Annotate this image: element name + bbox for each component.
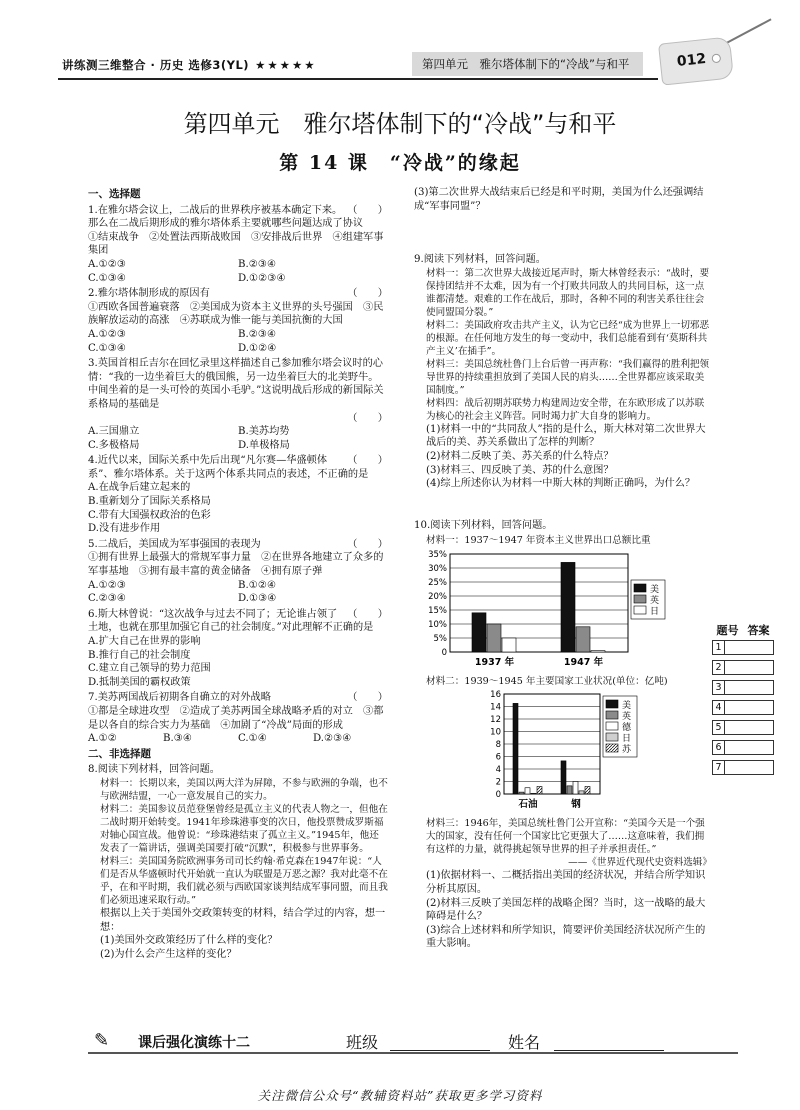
y-tick-label: 16 [490,690,501,701]
option-b: B.推行自己的社会制度 [88,649,191,661]
legend-label: 苏 [622,745,632,756]
answer-header-answer: 答案 [747,624,770,637]
legend-swatch-苏 [606,744,618,752]
y-tick-label: 5% [433,633,447,644]
question-prompt: 根据以上关于美国外交政策转变的材料，结合学过的内容，想一想： [100,907,386,933]
answer-number: 1 [712,640,725,655]
option-a: A.①②③ [88,328,126,340]
option-d: D.抵制美国的霸权政策 [88,676,191,688]
y-tick-label: 4 [495,765,501,776]
y-tick-label: 30% [428,563,447,574]
answer-paren: （ ） [347,204,388,216]
y-tick-label: 12 [490,715,501,726]
sub-question-3: (3)综合上述材料和所学知识，简要评价美国经济状况所产生的重大影响。 [426,924,706,950]
option-d: D.没有进步作用 [88,523,161,535]
legend-swatch-美 [634,584,646,592]
question-stem: 1.在雅尔塔会议上，二战后的世界秩序被基本确定下来。那么在二战后期形成的雅尔塔体系主要就哪些问题达成了协议 [88,204,364,230]
question-stem: 5.二战后，美国成为军事强国的表现为 [88,538,261,550]
option-b: B.②③④ [238,258,277,270]
unit-chip: 第四单元 雅尔塔体制下的“冷战”与和平 [412,52,643,76]
answer-paren: （ ） [347,412,388,424]
sub-question-1: (1)美国外交政策经历了什么样的变化？ [100,935,278,947]
pen-icon: ✎ [94,1030,110,1051]
footer-rule [88,1052,738,1060]
question-10 [414,519,712,951]
answer-row [712,640,774,657]
answer-paren: （ ） [347,455,388,467]
y-tick-label: 10% [428,619,447,630]
legend-swatch-美 [606,700,618,708]
answer-row [712,760,774,777]
y-tick-label: 0 [495,790,501,801]
material-source: ——《世界近代现代史资料选辑》 [568,856,712,868]
option-a: A.①②③ [88,258,126,270]
legend-swatch-德 [606,722,618,730]
exercise-title: 课后强化演练十二 [138,1035,250,1051]
sub-question-3: (3)第二次世界大战结束后已经是和平时期，美国为什么还强调结成“军事同盟”？ [414,187,704,212]
answer-paren: （ ） [347,692,388,704]
x-tick-label: 钢 [571,799,581,811]
option-b: B.②③④ [238,328,277,340]
bar-美-1937 年 [472,613,486,652]
option-c: C.建立自己领导的势力范围 [88,663,211,675]
material-1: 材料一：第二次世界大战接近尾声时，斯大林曾经表示：“战时，要保持团结并不太难，因为有一个打败共同敌人的共同目标，这一点谁都清楚。艰难的工作在战后，那时，各种不同的利害关系往往会使同盟国分裂。” [426,267,710,318]
y-tick-label: 15% [428,605,447,616]
question-6 [88,608,388,690]
question-items: ①西欧各国普遍衰落 ②美国成为资本主义世界的头号强国 ③民族解放运动的高涨 ④苏联成为惟一能与美国抗衡的大国 [88,301,384,327]
bar-德-石油 [525,788,530,794]
bar-苏-钢 [585,787,590,795]
answer-paren: （ ） [347,288,388,300]
answer-row [712,660,774,677]
y-tick-label: 35% [428,549,447,560]
option-a: A.①② [88,733,117,745]
question-stem: 2.雅尔塔体制形成的原因有 [88,288,210,300]
x-tick-label: 石油 [518,799,538,811]
bar-美-钢 [561,761,566,794]
legend-label: 美 [650,584,660,595]
option-d: D.②③④ [313,733,352,745]
material-4: 材料四：战后初期苏联势力构建周边安全带，在东欧形成了以苏联为核心的社会主义阵营。同时竭力扩大自身的影响力。 [426,397,705,422]
answer-box[interactable] [725,740,774,755]
answer-number: 7 [712,760,725,775]
answer-number: 6 [712,740,725,755]
answer-row [712,740,774,757]
option-c: C.①③④ [88,342,127,354]
question-stem: 6.斯大林曾说：“这次战争与过去不同了；无论谁占领了土地，也就在那里加强它自己的社会制度。”对此理解不正确的是 [88,608,374,634]
y-tick-label: 0 [441,647,447,658]
answer-box[interactable] [725,720,774,735]
bar-日-1937 年 [502,638,516,652]
answer-number: 4 [712,700,725,715]
page-number-tag [658,36,734,85]
material-2: 材料二：美国参议员范登堡曾经是孤立主义的代表人物之一，但他在二战时期开始转变。1941年珍珠港事变的次日，他投票赞成罗斯福对轴心国宣战。他曾说：“珍珠港结束了孤立主义。”1945年，他还发表了一篇讲话，强调美国要打破“沉默”，积极参与世界事务。 [100,803,388,854]
lesson-title: 第 14 课 “冷战”的缘起 [279,152,521,174]
legend-swatch-日 [606,733,618,741]
legend-label: 日 [622,734,632,745]
y-tick-label: 2 [495,777,501,788]
answer-number: 3 [712,680,725,695]
question-items: ①都是全球进攻型 ②造成了美苏两国全球战略矛盾的对立 ③都是以各自的综合实力为基础 ④加剧了“冷战”局面的形成 [88,705,384,731]
sub-question-3: (3)材料三、四反映了美、苏的什么意图？ [426,464,614,476]
bar-美-石油 [513,704,518,795]
y-tick-label: 6 [495,752,501,763]
option-c: C.②③④ [88,593,127,605]
answer-row [712,700,774,717]
class-field[interactable] [390,1050,490,1051]
x-tick-label: 1937 年 [474,656,515,668]
option-a: A.在战争后建立起来的 [88,482,191,494]
rating-stars: ★★★★★ [255,58,317,72]
material-2: 材料二：美国政府攻击共产主义，认为它已经“成为世界上一切邪恶的根源。在任何地方发生的每一变动中，我们总能看到有‘莫斯科共产主义’在插手”。 [426,319,710,357]
material-1: 材料一：长期以来，美国以两大洋为屏障，不参与欧洲的争端，也不与欧洲结盟，一心一意发展自己的实力。 [100,777,388,802]
answer-box[interactable] [725,660,774,675]
question-7 [88,691,388,745]
footer-band [88,1024,738,1064]
question-8 [88,763,388,961]
name-field[interactable] [554,1050,664,1051]
unit-title: 第四单元 雅尔塔体制下的“冷战”与和平 [183,110,617,138]
material-3: 材料三：1946年，美国总统杜鲁门公开宣称：“美国今天是一个强大的国家，没有任何一个国家比它更强大了……这意味着，我们拥有这样的力量，就得挑起领导世界的担子并承担责任。” [426,817,705,855]
question-stem: 10.阅读下列材料，回答问题。 [414,519,553,531]
bottom-note: 关注微信公众号“教辅资料站”获取更多学习资料 [257,1088,543,1103]
bar-英-1947 年 [576,627,590,652]
legend-swatch-英 [634,595,646,603]
section-nonchoice: 二、非选择题 [88,747,151,760]
chart-2-title: 材料二：1939～1945 年主要国家工业状况(单位：亿吨) [426,675,668,687]
question-stem: 4.近代以来，国际关系中先后出现“凡尔赛—华盛顿体系”、雅尔塔体系。关于这两个体系共同点的表述，不正确的是 [88,455,369,480]
question-5 [88,538,388,606]
industry-chart-svg [414,688,710,812]
question-3 [88,357,388,452]
class-label: 班级 [346,1033,379,1052]
legend-swatch-英 [606,711,618,719]
option-a: A.①②③ [88,579,126,591]
question-9 [414,253,712,491]
series-title [62,57,317,73]
tag-hole-icon [711,53,721,63]
option-c: C.①④ [238,733,267,745]
answer-row [712,720,774,737]
question-stem: 8.阅读下列材料，回答问题。 [88,764,220,776]
bar-英-1937 年 [487,624,501,652]
answer-box[interactable] [725,640,774,655]
page-number: 012 [676,50,707,70]
sub-question-1: (1)依据材料一、二概括指出美国的经济状况，并结合所学知识分析其原因。 [426,870,706,895]
option-c: C.带有大国强权政治的色彩 [88,509,211,521]
option-b: B.美苏均势 [238,426,290,438]
legend-label: 英 [622,712,632,723]
sub-question-2: (2)为什么会产生这样的变化？ [100,948,237,960]
sub-question-2: (2)材料三反映了美国怎样的战略企图？当时，这一战略的最大障碍是什么？ [426,897,706,923]
question-2 [88,287,388,355]
page-header [0,0,800,92]
answer-box[interactable] [725,700,774,715]
material-3: 材料三：美国总统杜鲁门上台后曾一再声称：“我们赢得的胜利把领导世界的持续重担放到了美国人民的肩头……全世界都应该采取美国制度。” [426,358,710,396]
legend-swatch-日 [634,606,646,614]
answer-sheet [712,624,774,777]
tag-string [726,18,771,43]
legend-label: 美 [622,701,632,712]
option-b: B.①②④ [238,579,277,591]
answer-number: 2 [712,660,725,675]
sub-question-2: (2)材料二反映了美、苏关系的什么特点？ [426,450,614,462]
left-column [88,186,388,961]
sub-question-4: (4)综上所述你认为材料一中斯大林的判断正确吗，为什么？ [426,478,696,490]
header-rule [58,78,658,80]
question-1 [88,204,388,286]
option-a: A.三国鼎立 [88,426,140,438]
section-choice: 一、选择题 [88,188,141,200]
export-chart-svg [414,548,710,668]
option-d: D.①②④ [238,342,277,354]
bar-英-石油 [519,792,524,794]
legend-label: 英 [650,595,660,606]
series-text: 讲练测三维整合 · 历史 选修3(YL) [62,58,250,72]
y-tick-label: 10 [490,727,501,738]
answer-header-number: 题号 [716,624,739,637]
answer-box[interactable] [725,680,774,695]
y-tick-label: 25% [428,577,447,588]
export-chart [414,548,712,673]
bar-英-钢 [567,786,572,794]
bar-日-钢 [579,791,584,794]
y-tick-label: 8 [495,740,501,751]
legend-label: 德 [622,723,632,734]
option-c: C.①③④ [88,272,127,284]
option-d: D.①③④ [238,593,277,605]
y-tick-label: 20% [428,591,447,602]
right-column [414,186,712,951]
question-stem: 9.阅读下列材料，回答问题。 [414,254,546,266]
y-tick-label: 14 [490,702,501,713]
answer-row [712,680,774,697]
option-a: A.扩大自己在世界的影响 [88,636,201,647]
name-label: 姓名 [508,1033,541,1052]
question-items: ①拥有世界上最强大的常规军事力量 ②在世界各地建立了众多的军事基地 ③拥有最丰富的黄金储备 ④拥有原子弹 [88,552,384,578]
chart-1-title: 材料一：1937～1947 年资本主义世界出口总额比重 [426,535,651,547]
option-b: B.重新划分了国际关系格局 [88,496,211,508]
legend-label: 日 [650,606,660,617]
question-stem: 3.英国首相丘吉尔在回忆录里这样描述自己参加雅尔塔会议时的心情：“我的一边坐着巨大的俄国熊，另一边坐着巨大的北美野牛。中间坐着的是一头可怜的英国小毛驴。”这说明战后形成的新国际关系格局的基础是 [88,358,384,410]
sub-question-1: (1)材料一中的“共同敌人”指的是什么，斯大林对第二次世界大战后的美、苏关系做出了怎样的判断？ [426,423,706,449]
x-tick-label: 1947 年 [563,656,604,668]
option-b: B.③④ [163,733,192,745]
material-3: 材料三：美国国务院欧洲事务司司长约翰·希克森在1947年说：“人们是否从华盛顿时代开始就一直认为联盟是万恶之源？我对此毫不在乎，在和平时期，我们就必须与西欧国家谈判结成军事同盟，而且我们必须迅速采取行动。” [100,855,388,906]
question-4 [88,454,388,536]
answer-paren: （ ） [347,538,388,550]
bar-日-1947 年 [591,651,605,652]
bar-苏-石油 [537,787,542,795]
answer-paren: （ ） [347,608,388,620]
bar-德-钢 [573,782,578,795]
question-stem: 7.美苏两国战后初期各自确立的对外战略 [88,692,271,704]
answer-number: 5 [712,720,725,735]
bar-美-1947 年 [561,562,575,652]
answer-box[interactable] [725,760,774,775]
option-d: D.①②③④ [238,272,286,284]
option-d: D.单极格局 [238,439,290,451]
bar-日-石油 [531,794,536,795]
industry-chart [414,688,712,817]
question-items: ①结束战争 ②处置法西斯战败国 ③安排战后世界 ④组建军事集团 [88,231,384,257]
option-c: C.多极格局 [88,439,140,451]
